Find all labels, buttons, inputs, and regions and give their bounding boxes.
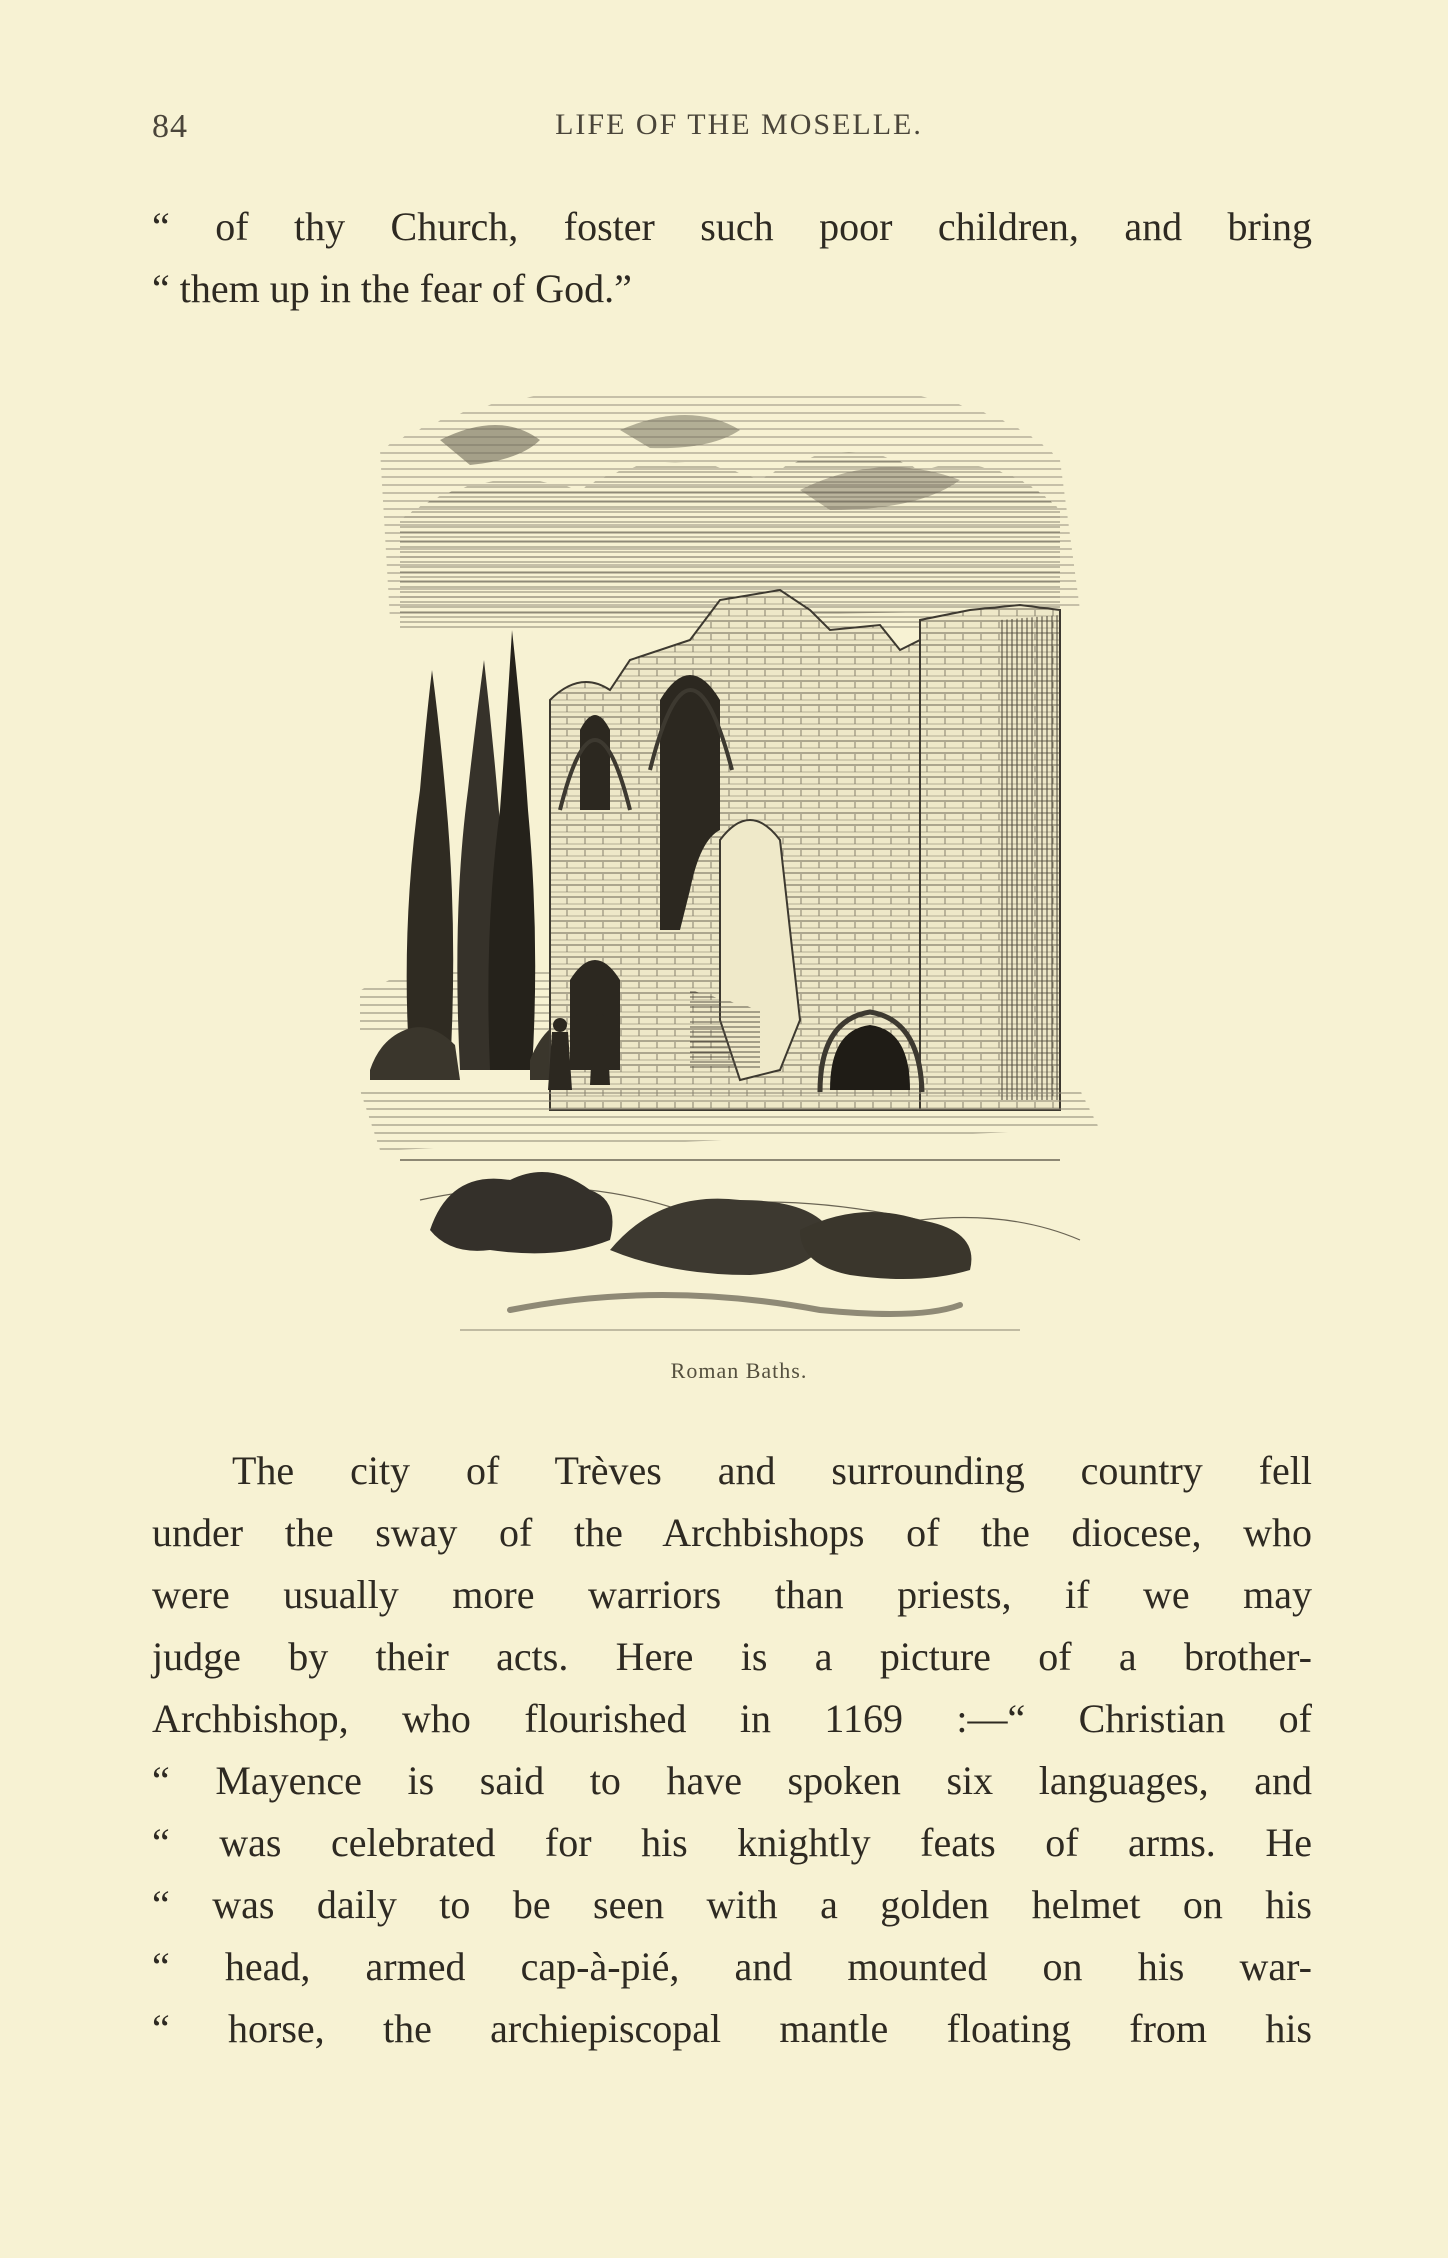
figure-caption: Roman Baths. (670, 1358, 808, 1383)
text-line: Archbishop, who flourished in 1169 :—“ Christian of (152, 1696, 1312, 1741)
text-line: “ head, armed cap-à-pié, and mounted on his war- (152, 1944, 1312, 1989)
running-head: LIFE OF THE MOSELLE. (555, 108, 923, 141)
text-line: “ of thy Church, foster such poor children, and bring (152, 204, 1312, 249)
text-line: “ Mayence is said to have spoken six languages, and (152, 1758, 1312, 1803)
text-line: The city of Trèves and surrounding country fell (232, 1448, 1312, 1493)
text-line: under the sway of the Archbishops of the diocese, who (152, 1510, 1312, 1555)
text-line: “ horse, the archiepiscopal mantle floating from his (152, 2006, 1312, 2051)
text-line: “ was celebrated for his knightly feats of arms. He (152, 1820, 1312, 1865)
text-line: “ was daily to be seen with a golden helmet on his (152, 1882, 1312, 1927)
roman-baths-engraving (360, 370, 1120, 1350)
text-line: “ them up in the fear of God.” (152, 266, 632, 311)
text-line: judge by their acts. Here is a picture of a brother- (152, 1634, 1312, 1679)
top-paragraph (152, 196, 1312, 320)
page-number: 84 (152, 108, 188, 145)
body-paragraph (152, 1440, 1312, 2060)
text-line: were usually more warriors than priests, if we may (152, 1572, 1312, 1617)
